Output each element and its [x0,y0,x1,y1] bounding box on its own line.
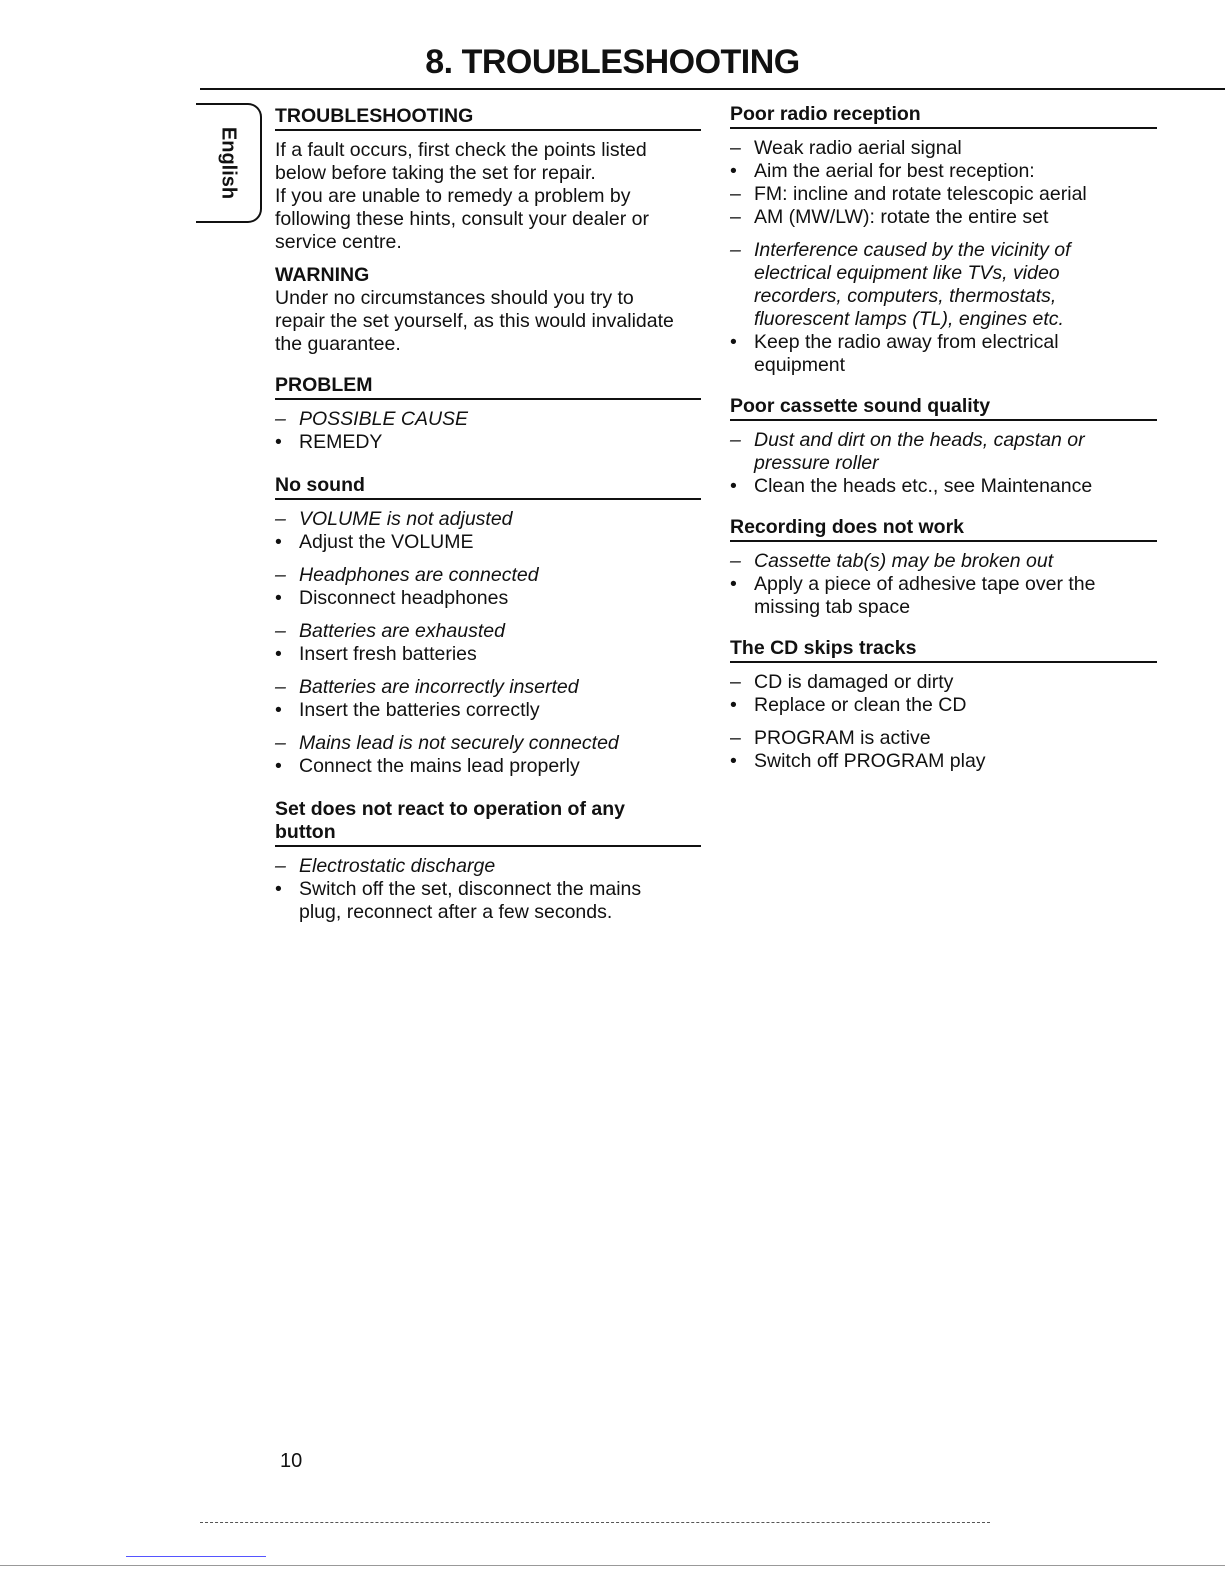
remedy: • Replace or clean the CD [730,694,967,716]
title-rule [200,88,1225,90]
remedy: • Switch off PROGRAM play [730,750,986,772]
cause-cont: fluorescent lamps (TL), engines etc. [754,308,1064,330]
language-tab-label: English [217,126,240,200]
remedy: • Insert the batteries correctly [275,699,540,721]
radio-heading: Poor radio reception [730,103,1157,129]
cause: – Interference caused by the vicinity of [730,239,1071,261]
remedy: • Apply a piece of adhesive tape over the [730,573,1096,595]
remedy: • Keep the radio away from electrical [730,331,1059,353]
intro-line: If a fault occurs, first check the points listed [275,139,647,161]
footer-rule [200,1522,990,1523]
remedy: • Insert fresh batteries [275,643,477,665]
remedy-cont: equipment [754,354,846,376]
right-column [730,103,1157,773]
remedy: • Aim the aerial for best reception: [730,160,1035,182]
legend-heading: PROBLEM [275,374,701,400]
cause: – Batteries are incorrectly inserted [275,676,579,698]
remedy-detail: – FM: incline and rotate telescopic aerial [730,183,1087,205]
left-column [275,105,701,924]
cause-cont: recorders, computers, thermostats, [754,285,1057,307]
footer-link-line [126,1556,266,1557]
remedy: • Switch off the set, disconnect the mains [275,878,642,900]
legend-remedy: • REMEDY [275,431,383,453]
cause: – CD is damaged or dirty [730,671,954,693]
cause: – Mains lead is not securely connected [275,732,619,754]
intro-line: If you are unable to remedy a problem by [275,185,631,207]
language-tab [196,103,262,223]
cause: – Electrostatic discharge [275,855,496,877]
remedy: • Clean the heads etc., see Maintenance [730,475,1093,497]
cause-cont: pressure roller [754,452,879,474]
remedy-cont: plug, reconnect after a few seconds. [299,901,613,923]
cause: – Cassette tab(s) may be broken out [730,550,1054,572]
remedy-cont: missing tab space [754,596,911,618]
cd-heading: The CD skips tracks [730,637,1157,663]
intro-line: service centre. [275,231,402,253]
cassette-heading: Poor cassette sound quality [730,395,1157,421]
recording-heading: Recording does not work [730,516,1157,542]
cause-cont: electrical equipment like TVs, video [754,262,1060,284]
no-react-heading: Set does not react to operation of any [275,798,625,820]
remedy: • Adjust the VOLUME [275,531,474,553]
cause: – Dust and dirt on the heads, capstan or [730,429,1085,451]
remedy: • Connect the mains lead properly [275,755,580,777]
intro-heading: TROUBLESHOOTING [275,105,701,131]
no-react-heading-2: button [275,821,701,847]
page-number: 10 [280,1450,303,1472]
legend-cause: – POSSIBLE CAUSE [275,408,469,430]
warning-line: the guarantee. [275,333,401,355]
bottom-rule [0,1565,1225,1566]
intro-line: following these hints, consult your dealer or [275,208,649,230]
cause: – PROGRAM is active [730,727,931,749]
warning-line: Under no circumstances should you try to [275,287,634,309]
page-title: 8. TROUBLESHOOTING [425,43,800,81]
intro-line: below before taking the set for repair. [275,162,596,184]
cause: – Headphones are connected [275,564,539,586]
cause: – Weak radio aerial signal [730,137,962,159]
warning-line: repair the set yourself, as this would invalidate [275,310,674,332]
cause: – Batteries are exhausted [275,620,505,642]
warning-heading: WARNING [275,264,370,286]
no-sound-heading: No sound [275,474,701,500]
remedy-detail: – AM (MW/LW): rotate the entire set [730,206,1049,228]
remedy: • Disconnect headphones [275,587,509,609]
cause: – VOLUME is not adjusted [275,508,513,530]
